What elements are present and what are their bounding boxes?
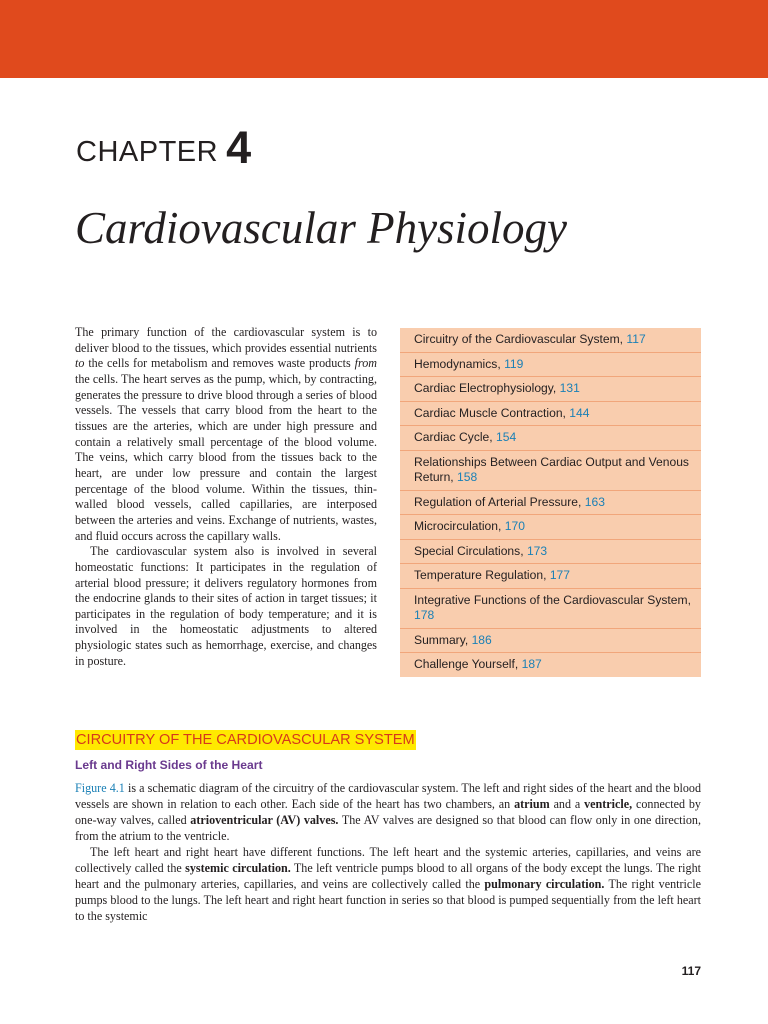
intro-paragraph-2: The cardiovascular system also is involved in several homeostatic functions: It participates in the regulation of arterial blood pressure; it delivers regulatory hormones from the endocrine glands to their sites of action in target tissues; it participates in the regulation of body temperature; and it is involved in the homeostatic adjustments to altered physiologic states such as hemorrhage, exercise, and changes in posture. [75, 544, 377, 668]
figure-reference-link[interactable]: Figure 4.1 [75, 781, 125, 795]
key-term: ventricle, [584, 797, 633, 811]
toc-page-link[interactable]: 131 [559, 381, 580, 395]
chapter-label [76, 124, 252, 176]
toc-page-link[interactable]: 178 [414, 608, 435, 622]
toc-item-summary[interactable]: Summary, 186 [400, 629, 701, 654]
toc-item-temperature-regulation[interactable]: Temperature Regulation, 177 [400, 564, 701, 589]
toc-item-electrophysiology[interactable]: Cardiac Electrophysiology, 131 [400, 377, 701, 402]
toc-page-link[interactable]: 158 [457, 470, 478, 484]
chapter-title: Cardiovascular Physiology [75, 203, 568, 253]
chapter-contents-box [400, 328, 701, 677]
key-term: atrium [514, 797, 550, 811]
key-term: systemic circulation. [185, 861, 291, 875]
toc-page-link[interactable]: 187 [521, 657, 542, 671]
toc-page-link[interactable]: 186 [471, 632, 492, 647]
page-number: 117 [681, 964, 701, 978]
toc-item-microcirculation[interactable]: Microcirculation, 170 [400, 515, 701, 540]
chapter-number: 4 [226, 122, 252, 173]
chapter-word: CHAPTER [76, 136, 219, 168]
toc-page-link[interactable]: 170 [504, 519, 525, 533]
toc-page-link[interactable]: 163 [584, 494, 605, 509]
intro-text [75, 325, 377, 669]
toc-item-special-circulations[interactable]: Special Circulations, 173 [400, 540, 701, 565]
toc-page-link[interactable]: 119 [504, 356, 524, 371]
toc-page-link[interactable]: 117 [626, 332, 646, 346]
toc-item-cardiac-cycle[interactable]: Cardiac Cycle, 154 [400, 426, 701, 451]
subsection-heading: Left and Right Sides of the Heart [75, 758, 263, 772]
body-paragraph-2: The left heart and right heart have different functions. The left heart and the systemic arteries, capillaries, and veins are collectively called the systemic circulation. The left ventricle pumps blood to all organs of the body except the lungs. The right heart and the pulmonary arteries, capillaries, and veins are collectively called the pulmonary circulation. The right ventricle pumps blood to the lungs. The left heart and right heart function in series so that blood is pumped sequentially from the left heart to the systemic [75, 845, 701, 923]
toc-item-circuitry[interactable]: Circuitry of the Cardiovascular System, 117 [400, 328, 701, 353]
toc-page-link[interactable]: 144 [569, 405, 590, 420]
toc-item-arterial-pressure[interactable]: Regulation of Arterial Pressure, 163 [400, 491, 701, 516]
body-paragraph-1: Figure 4.1 is a schematic diagram of the circuitry of the cardiovascular system. The left and right sides of the heart and the blood vessels are shown in relation to each other. Each side of the heart has two chambers, an atrium and a ventricle, connected by one-way valves, called atrioventricular (AV) valves. The AV valves are designed so that blood can flow only in one direction, from the atrium to the ventricle. [75, 781, 702, 843]
intro-paragraph-1: The primary function of the cardiovascular system is to deliver blood to the tissues, which provides essential nutrients to the cells for metabolism and removes waste products from the cells. The heart serves as the pump, which, by contracting, generates the pressure to drive blood through a series of blood vessels. The vessels that carry blood from the heart to the tissues are the arteries, which are under high pressure and contain a relatively small percentage of the blood volume. The veins, which carry blood from the tissues back to the heart, are under low pressure and contain the largest percentage of the blood volume. Within the tissues, thin-walled blood vessels, called capillaries, are interposed between the arteries and veins. Exchange of nutrients, wastes, and fluid occurs across the capillary walls. [75, 325, 377, 543]
key-term: pulmonary circulation. [484, 877, 605, 891]
toc-item-integrative-functions[interactable]: Integrative Functions of the Cardiovascular System, 178 [400, 589, 701, 629]
section-heading: CIRCUITRY OF THE CARDIOVASCULAR SYSTEM [76, 732, 415, 748]
toc-item-hemodynamics[interactable]: Hemodynamics, 119 [400, 353, 701, 378]
toc-page-link[interactable]: 173 [526, 543, 548, 558]
toc-page-link[interactable]: 154 [496, 430, 517, 444]
toc-item-output-venous-return[interactable]: Relationships Between Cardiac Output and Venous Return, 158 [400, 451, 701, 491]
key-term: atrioventricular (AV) valves. [190, 813, 339, 827]
toc-page-link[interactable]: 177 [549, 568, 570, 582]
section-body-text [75, 780, 701, 924]
chapter-header-band [0, 0, 768, 78]
toc-item-challenge-yourself[interactable]: Challenge Yourself, 187 [414, 657, 542, 671]
toc-item-muscle-contraction[interactable]: Cardiac Muscle Contraction, 144 [400, 402, 701, 427]
